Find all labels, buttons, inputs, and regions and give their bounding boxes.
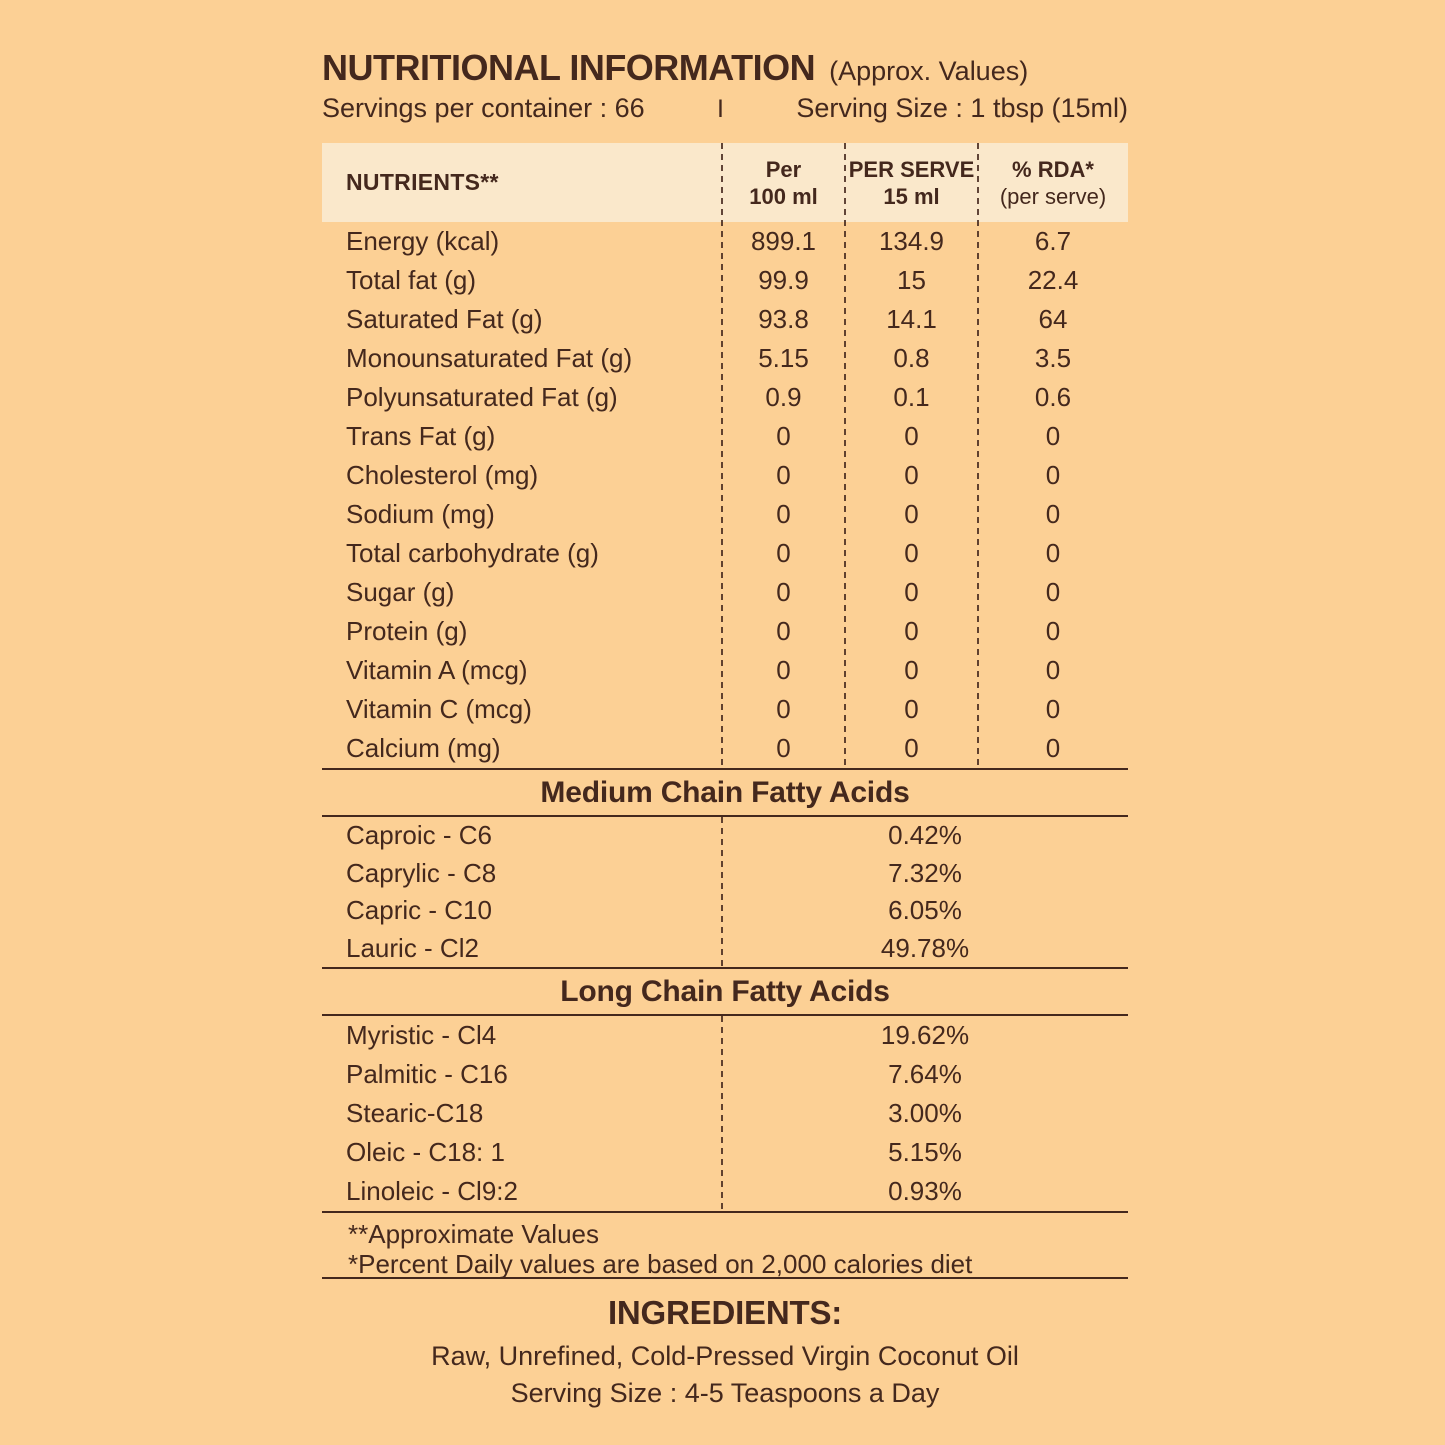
value-per-serve: 0	[904, 538, 919, 568]
value-per-100ml: 0	[776, 499, 791, 529]
value-per-100ml: 0	[776, 655, 791, 685]
column-divider-dashed	[721, 817, 723, 967]
value-rda: 22.4	[1027, 265, 1079, 295]
value-per-100ml: 0	[776, 577, 791, 607]
value-rda: 0	[1045, 421, 1061, 451]
value-per-serve: 0.1	[893, 382, 930, 412]
value-per-100ml: 0	[776, 421, 791, 451]
column-header-per-serve-line2: 15 ml	[883, 183, 940, 209]
medium-chain-rows	[322, 817, 1128, 967]
value-rda: 0	[1045, 577, 1061, 607]
servings-separator: I	[717, 95, 724, 123]
fatty-acid-row	[322, 817, 1128, 855]
value-per-serve: 134.9	[878, 226, 945, 256]
value-per-serve: 0	[904, 655, 919, 685]
column-header-rda-line2: (per serve)	[999, 183, 1107, 209]
value-per-serve: 0	[904, 499, 919, 529]
value-per-100ml: 99.9	[758, 265, 809, 295]
value-rda: 0	[1045, 499, 1061, 529]
nutrient-row	[322, 222, 1128, 261]
nutrient-label: Energy (kcal)	[346, 226, 500, 256]
column-header-nutrients: NUTRIENTS**	[346, 169, 499, 195]
footnote-percent-daily-values: *Percent Daily values are based on 2,000 calories diet	[348, 1249, 973, 1279]
fatty-acid-label: Caproic - C6	[346, 820, 492, 851]
label-content	[322, 0, 1128, 1409]
approx-values-note: (Approx. Values)	[829, 56, 1029, 86]
value-per-serve: 0	[904, 616, 919, 646]
nutrient-label: Saturated Fat (g)	[346, 304, 543, 334]
value-rda: 0	[1045, 655, 1061, 685]
medium-chain-section-title: Medium Chain Fatty Acids	[540, 775, 910, 809]
long-chain-rows	[322, 1016, 1128, 1211]
nutrient-label: Total fat (g)	[346, 265, 477, 295]
nutrient-row	[322, 573, 1128, 612]
fatty-acid-label: Myristic - Cl4	[346, 1020, 497, 1050]
fatty-acid-value: 0.93%	[888, 1176, 962, 1206]
fatty-acid-row	[322, 1055, 1128, 1094]
value-per-100ml: 0	[776, 538, 791, 568]
nutrient-row	[322, 690, 1128, 729]
long-chain-section-title: Long Chain Fatty Acids	[560, 974, 890, 1008]
value-per-serve: 14.1	[886, 304, 937, 334]
value-per-serve: 0	[904, 421, 919, 451]
value-per-serve: 0.8	[893, 343, 930, 373]
servings-row	[322, 90, 1128, 127]
nutrient-rows	[322, 222, 1128, 768]
column-header-per-serve-line1: PER SERVE	[848, 156, 975, 182]
value-per-serve: 0	[904, 694, 919, 724]
value-per-100ml: 0	[776, 733, 791, 763]
column-header-rda	[978, 156, 1128, 210]
value-rda: 0.6	[1034, 382, 1072, 412]
ingredients-line: Raw, Unrefined, Cold-Pressed Virgin Coconut Oil	[431, 1341, 1019, 1371]
column-divider-dashed	[721, 143, 723, 768]
nutrients-table	[322, 143, 1128, 768]
nutrient-row	[322, 300, 1128, 339]
nutrient-row	[322, 456, 1128, 495]
fatty-acid-value: 7.32%	[888, 857, 962, 888]
nutrient-label: Sodium (mg)	[346, 499, 495, 529]
fatty-acid-value: 7.64%	[888, 1059, 962, 1089]
fatty-acid-value: 6.05%	[888, 895, 962, 926]
nutrient-row	[322, 417, 1128, 456]
nutrient-row	[322, 612, 1128, 651]
column-header-per-100ml-line2: 100 ml	[749, 183, 818, 209]
value-per-100ml: 5.15	[758, 343, 809, 373]
ingredients-section	[322, 1293, 1128, 1409]
value-rda: 3.5	[1034, 343, 1072, 373]
fatty-acid-value: 3.00%	[888, 1098, 962, 1128]
nutrient-label: Vitamin C (mcg)	[346, 694, 532, 724]
fatty-acid-value: 0.42%	[888, 820, 962, 851]
value-per-100ml: 0	[776, 616, 791, 646]
value-rda: 64	[1038, 304, 1068, 334]
ingredients-serving-size: Serving Size : 4-5 Teaspoons a Day	[510, 1378, 940, 1408]
nutrient-row	[322, 339, 1128, 378]
column-divider-dashed	[721, 1016, 723, 1211]
title-row	[322, 46, 1128, 90]
fatty-acid-label: Capric - C10	[346, 895, 492, 926]
page-title: NUTRITIONAL INFORMATION	[322, 47, 816, 88]
fatty-acid-label: Linoleic - Cl9:2	[346, 1176, 518, 1206]
nutrient-row	[322, 729, 1128, 768]
fatty-acid-label: Oleic - C18: 1	[346, 1137, 505, 1167]
fatty-acid-row	[322, 892, 1128, 930]
column-header-per-100ml	[722, 156, 845, 210]
fatty-acid-row	[322, 855, 1128, 893]
value-rda: 6.7	[1034, 226, 1072, 256]
value-rda: 0	[1045, 616, 1061, 646]
footnote-approximate-values: **Approximate Values	[348, 1219, 599, 1249]
column-header-per-100ml-line1: Per	[765, 156, 802, 182]
footnotes	[322, 1213, 1128, 1277]
fatty-acid-value: 5.15%	[888, 1137, 962, 1167]
column-header-per-serve	[845, 156, 978, 210]
nutrient-row	[322, 378, 1128, 417]
nutrient-label: Cholesterol (mg)	[346, 460, 539, 490]
nutrient-row	[322, 261, 1128, 300]
value-per-serve: 0	[904, 460, 919, 490]
value-rda: 0	[1045, 460, 1061, 490]
nutrient-label: Sugar (g)	[346, 577, 455, 607]
column-divider-dashed	[844, 143, 846, 768]
nutrient-label: Monounsaturated Fat (g)	[346, 343, 633, 373]
serving-size: Serving Size : 1 tbsp (15ml)	[796, 93, 1128, 123]
value-per-serve: 0	[904, 733, 919, 763]
value-per-100ml: 93.8	[758, 304, 809, 334]
fatty-acid-value: 49.78%	[880, 932, 970, 963]
value-rda: 0	[1045, 694, 1061, 724]
fatty-acid-row	[322, 1133, 1128, 1172]
nutrient-label: Vitamin A (mcg)	[346, 655, 528, 685]
nutrient-row	[322, 495, 1128, 534]
column-header-rda-line1: % RDA*	[1012, 156, 1094, 182]
nutrient-label: Calcium (mg)	[346, 733, 501, 763]
fatty-acid-row	[322, 1094, 1128, 1133]
nutrient-row	[322, 651, 1128, 690]
value-per-serve: 0	[904, 577, 919, 607]
table-header-band	[322, 143, 1128, 222]
ingredients-title: INGREDIENTS:	[607, 1294, 843, 1331]
fatty-acid-label: Caprylic - C8	[346, 857, 497, 888]
fatty-acid-row	[322, 1016, 1128, 1055]
value-per-100ml: 0.9	[765, 382, 802, 412]
fatty-acid-row	[322, 930, 1128, 968]
nutrient-label: Polyunsaturated Fat (g)	[346, 382, 618, 412]
fatty-acid-label: Palmitic - C16	[346, 1059, 508, 1089]
nutrient-row	[322, 534, 1128, 573]
value-per-100ml: 899.1	[750, 226, 817, 256]
nutrient-label: Trans Fat (g)	[346, 421, 496, 451]
fatty-acid-label: Lauric - Cl2	[346, 932, 479, 963]
fatty-acid-value: 19.62%	[880, 1020, 970, 1050]
value-per-100ml: 0	[776, 694, 791, 724]
nutrient-label: Protein (g)	[346, 616, 468, 646]
column-divider-dashed	[977, 143, 979, 768]
servings-per-container: Servings per container : 66	[322, 93, 645, 123]
value-per-100ml: 0	[776, 460, 791, 490]
value-rda: 0	[1045, 538, 1061, 568]
fatty-acid-row	[322, 1172, 1128, 1211]
value-per-serve: 15	[897, 265, 926, 295]
value-rda: 0	[1045, 733, 1061, 763]
nutrient-label: Total carbohydrate (g)	[346, 538, 599, 568]
fatty-acid-label: Stearic-C18	[346, 1098, 484, 1128]
